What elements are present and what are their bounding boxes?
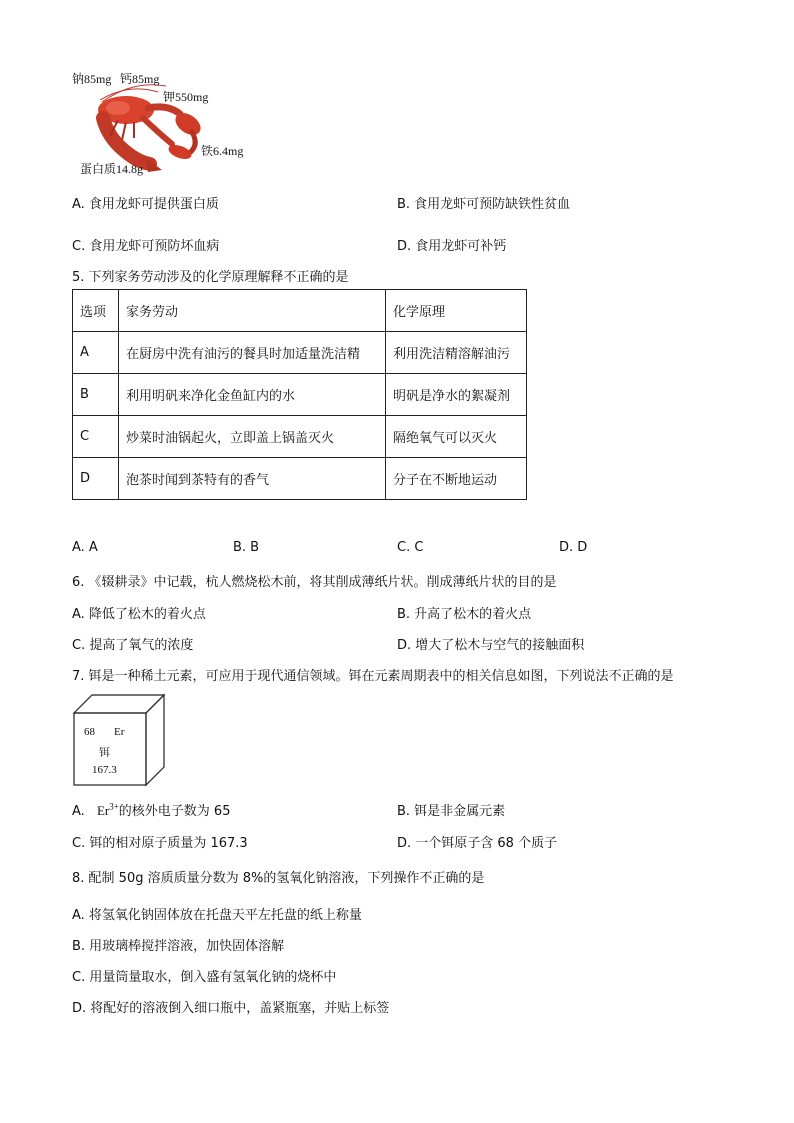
q7-option-b: B. 铒是非金属元素 bbox=[397, 804, 506, 819]
q5-stem: 5. 下列家务劳动涉及的化学原理解释不正确的是 bbox=[72, 270, 349, 285]
q7-option-a-ion: Er bbox=[96, 803, 110, 818]
q4-option-c: C. 食用龙虾可预防坏血病 bbox=[72, 239, 220, 254]
table-row bbox=[73, 458, 527, 500]
table-cell: C bbox=[73, 416, 119, 458]
lobster-potassium-label: 钾550mg bbox=[163, 90, 209, 104]
q8-option-d: D. 将配好的溶液倒入细口瓶中，盖紧瓶塞，并贴上标签 bbox=[72, 1001, 390, 1016]
table-cell: A bbox=[73, 332, 119, 374]
q4-option-a: A. 食用龙虾可提供蛋白质 bbox=[72, 197, 219, 212]
element-symbol: Er bbox=[114, 726, 125, 738]
lobster-iron-label: 铁6.4mg bbox=[201, 144, 244, 158]
q6-stem: 6. 《辍耕录》中记载，杭人燃烧松木前，将其削成薄纸片状。削成薄纸片状的目的是 bbox=[72, 575, 557, 590]
q8-option-b: B. 用玻璃棒搅拌溶液，加快固体溶解 bbox=[72, 939, 285, 954]
element-name: 铒 bbox=[99, 747, 110, 759]
table-row bbox=[73, 332, 527, 374]
table-header-cell: 化学原理 bbox=[386, 290, 527, 332]
table-header-cell: 选项 bbox=[73, 290, 119, 332]
q7-option-a-charge: 3+ bbox=[109, 801, 119, 812]
table-cell: 隔绝氧气可以灭火 bbox=[386, 416, 527, 458]
q8-stem: 8. 配制 50g 溶质质量分数为 8%的氢氧化钠溶液，下列操作不正确的是 bbox=[72, 871, 485, 886]
q6-option-b: B. 升高了松木的着火点 bbox=[397, 607, 532, 622]
table-row bbox=[73, 416, 527, 458]
q6-option-d: D. 增大了松木与空气的接触面积 bbox=[397, 638, 585, 653]
q7-stem: 7. 铒是一种稀土元素，可应用于现代通信领域。铒在元素周期表中的相关信息如图，下列说法不正确的是 bbox=[72, 669, 674, 684]
table-cell: 炒菜时油锅起火，立即盖上锅盖灭火 bbox=[119, 416, 386, 458]
q6-option-c: C. 提高了氧气的浓度 bbox=[72, 638, 194, 653]
table-row bbox=[73, 374, 527, 416]
table-cell: 分子在不断地运动 bbox=[386, 458, 527, 500]
table-cell: 泡茶时闻到茶特有的香气 bbox=[119, 458, 386, 500]
q7-option-a bbox=[72, 800, 230, 819]
lobster-calcium-label: 钙85mg bbox=[120, 72, 160, 86]
table-cell: D bbox=[73, 458, 119, 500]
q5-option-a: A. A bbox=[72, 540, 98, 555]
q5-option-d: D. D bbox=[559, 540, 588, 555]
q7-option-a-prefix: A. bbox=[72, 804, 85, 819]
q7-option-a-rest: 的核外电子数为 65 bbox=[118, 804, 231, 819]
table-cell: 明矾是净水的絮凝剂 bbox=[386, 374, 527, 416]
element-atomic-mass: 167.3 bbox=[92, 764, 117, 776]
q8-option-a: A. 将氢氧化钠固体放在托盘天平左托盘的纸上称量 bbox=[72, 908, 362, 923]
q5-option-b: B. B bbox=[233, 540, 260, 555]
element-cube bbox=[72, 693, 166, 787]
q4-option-b: B. 食用龙虾可预防缺铁性贫血 bbox=[397, 197, 571, 212]
table-row bbox=[73, 290, 527, 332]
element-atomic-number: 68 bbox=[84, 726, 95, 738]
q7-option-c: C. 铒的相对原子质量为 167.3 bbox=[72, 836, 248, 851]
q8-option-c: C. 用量筒量取水，倒入盛有氢氧化钠的烧杯中 bbox=[72, 970, 337, 985]
lobster-sodium-label: 钠85mg bbox=[72, 72, 112, 86]
table-cell: B bbox=[73, 374, 119, 416]
q6-option-a: A. 降低了松木的着火点 bbox=[72, 607, 206, 622]
lobster-protein-label: 蛋白质14.8g bbox=[80, 162, 144, 176]
table-header-cell: 家务劳动 bbox=[119, 290, 386, 332]
q4-option-d: D. 食用龙虾可补钙 bbox=[397, 239, 507, 254]
q5-option-c: C. C bbox=[397, 540, 424, 555]
q5-table bbox=[72, 289, 527, 500]
table-cell: 利用明矾来净化金鱼缸内的水 bbox=[119, 374, 386, 416]
table-cell: 在厨房中洗有油污的餐具时加适量洗洁精 bbox=[119, 332, 386, 374]
table-cell: 利用洗洁精溶解油污 bbox=[386, 332, 527, 374]
q7-option-d: D. 一个铒原子含 68 个质子 bbox=[397, 836, 558, 851]
